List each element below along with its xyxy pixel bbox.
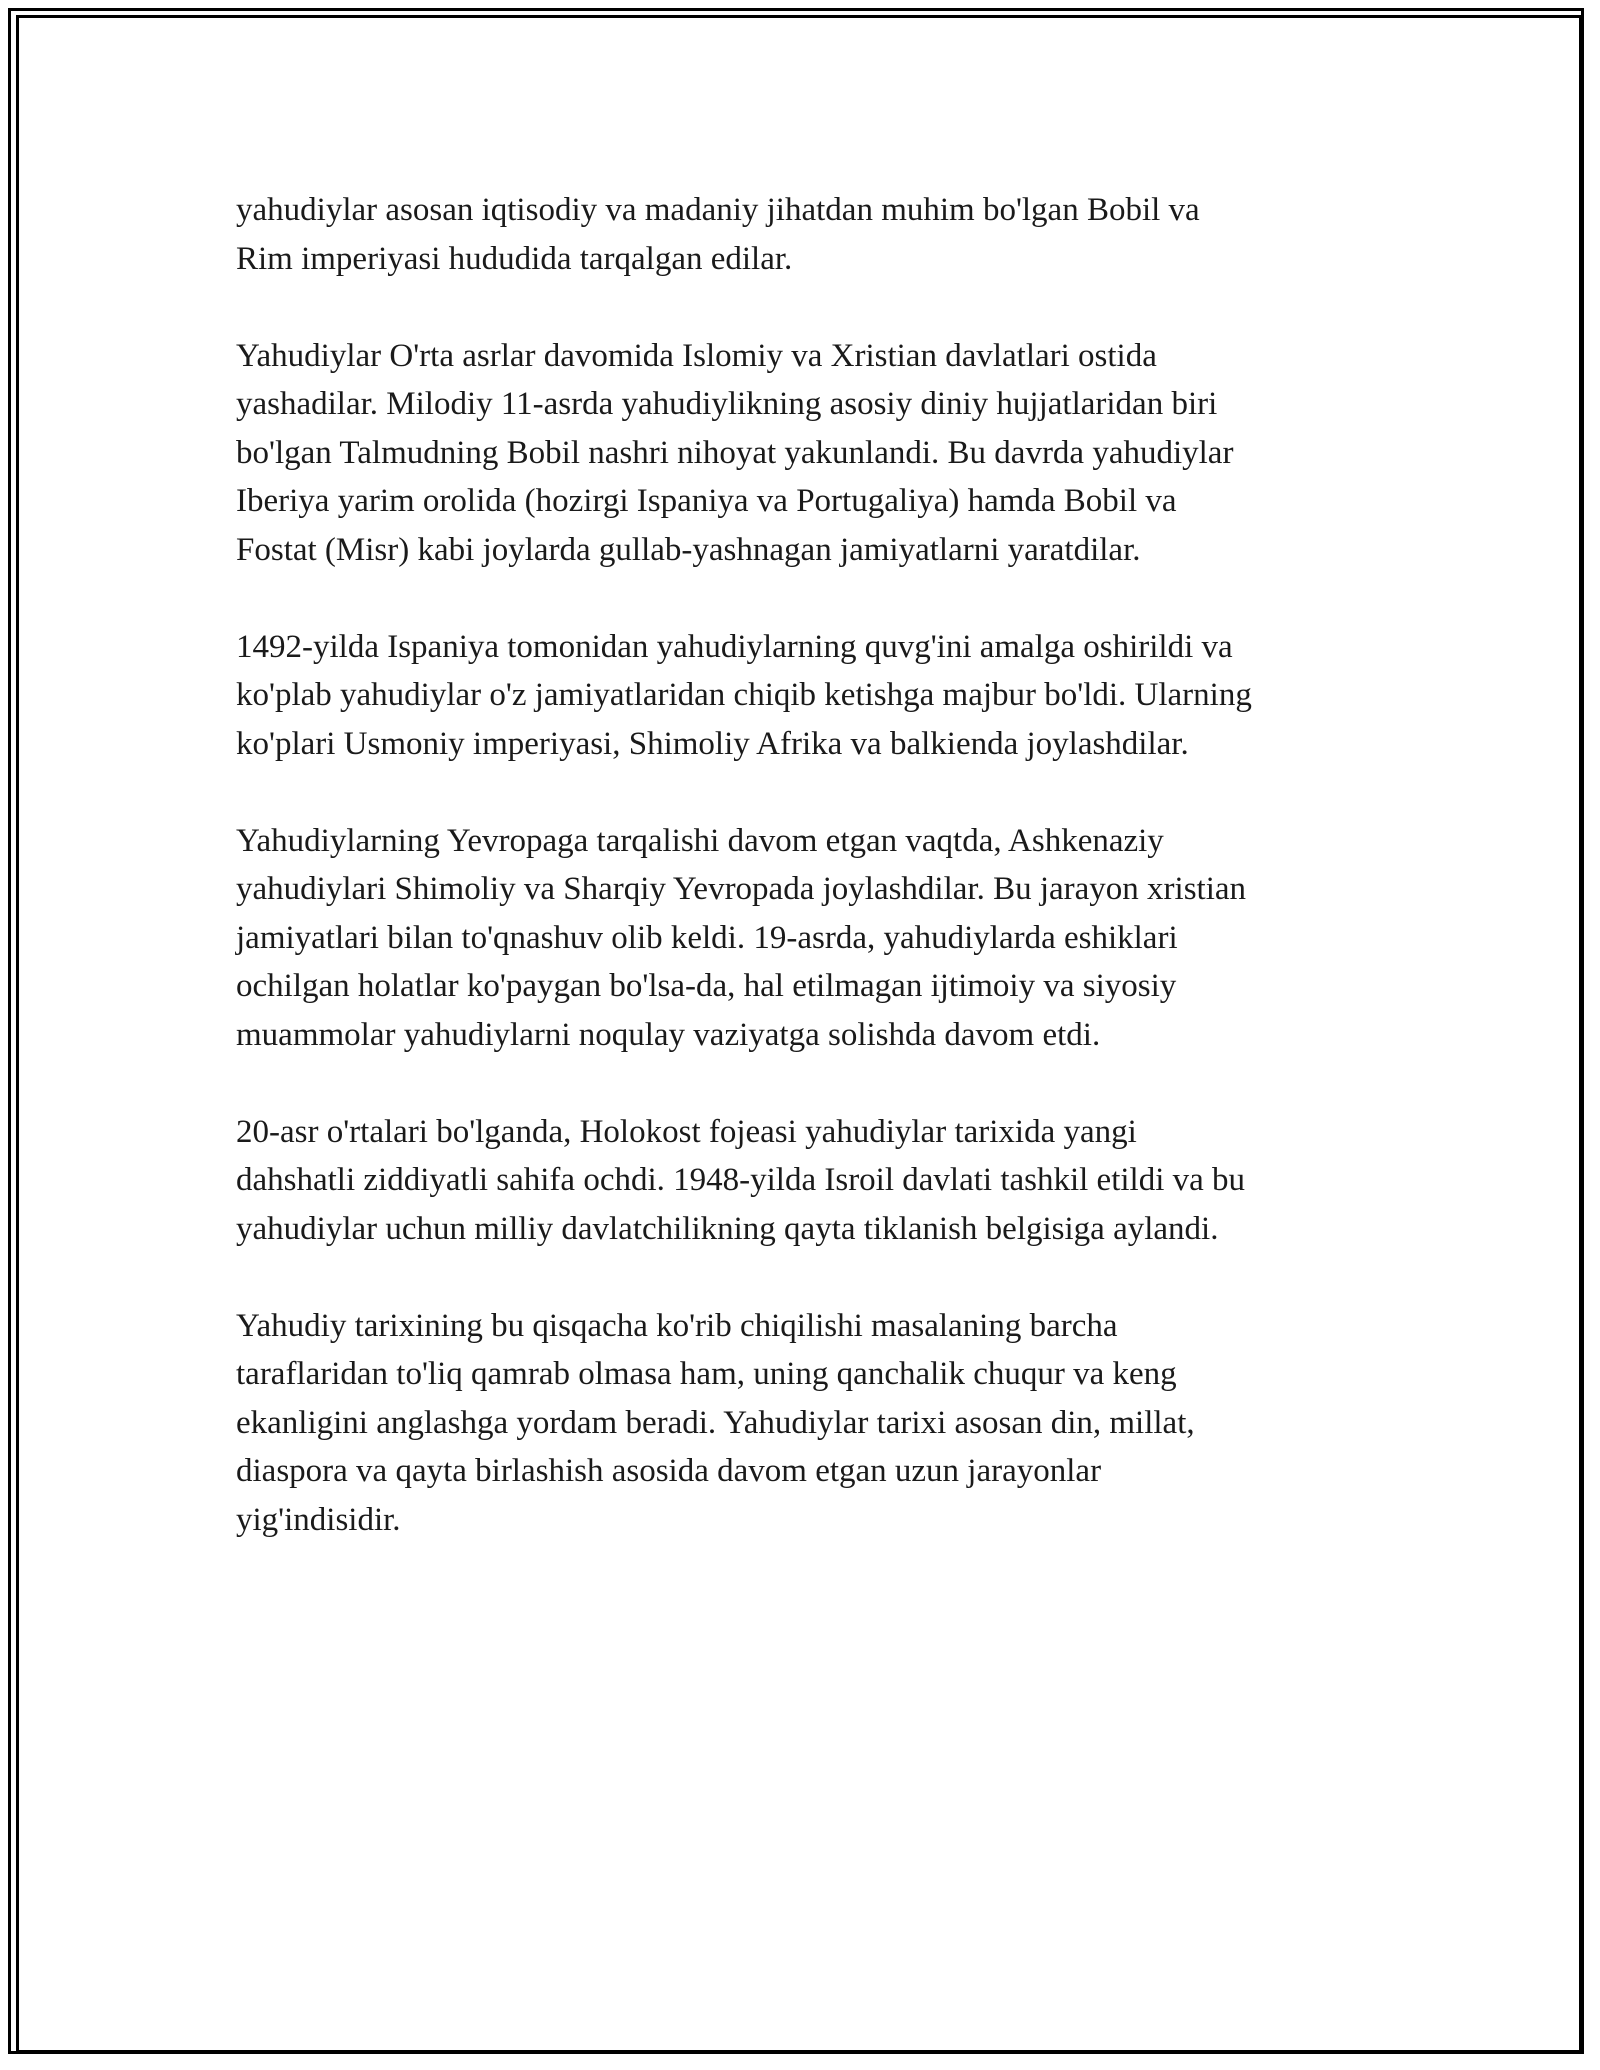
paragraph-5: 20-asr o'rtalari bo'lganda, Holokost fojeasi yahudiylar tarixida yangi dahshatli ziddiyatli sahifa ochdi. 1948-yilda Isroil davlati tashkil etildi va bu yahudiylar uchun milliy davlatchilikning qayta tiklanish belgisiga aylandi. [236, 1113, 1246, 1247]
paragraph-2: Yahudiylar O'rta asrlar davomida Islomiy va Xristian davlatlari ostida yashadilar. Milodiy 11-asrda yahudiylikning asosiy diniy hujjatlaridan biri bo'lgan Talmudning Bobil nashri nihoyat yakunlandi. Bu davrda yahudiylar Iberiya yarim orolida (hozirgi Ispaniya va Portugaliya) hamda Bobil va Fostat (Misr) kabi joylarda gullab-yashnagan jamiyatlarni yaratdilar. [236, 337, 1234, 568]
document-body [236, 186, 1376, 1593]
paragraph-4: Yahudiylarning Yevropaga tarqalishi davom etgan vaqtda, Ashkenaziy yahudiylari Shimoliy va Sharqiy Yevropada joylashdilar. Bu jarayon xristian jamiyatlari bilan to'qnashuv olib keldi. 19-asrda, yahudiylarda eshiklari ochilgan holatlar ko'paygan bo'lsa-da, hal etilmagan ijtimoiy va siyosiy muammolar yahudiylarni noqulay vaziyatga solishda davom etdi. [236, 822, 1247, 1053]
paragraph-6: Yahudiy tarixining bu qisqacha ko'rib chiqilishi masalaning barcha taraflaridan to'liq qamrab olmasa ham, uning qanchalik chuqur va keng ekanligini anglashga yordam beradi. Yahudiylar tarixi asosan din, millat, diaspora va qayta birlashish asosida davom etgan uzun jarayonlar yig'indisidir. [236, 1307, 1195, 1538]
paragraph-3: 1492-yilda Ispaniya tomonidan yahudiylarning quvg'ini amalga oshirildi va ko'plab yahudiylar o'z jamiyatlaridan chiqib ketishga majbur bo'ldi. Ularning ko'plari Usmoniy imperiyasi, Shimoliy Afrika va balkienda joylashdilar. [236, 628, 1252, 762]
paragraph-1: yahudiylar asosan iqtisodiy va madaniy jihatdan muhim bo'lgan Bobil va Rim imperiyasi hududida tarqalgan edilar. [236, 192, 1200, 277]
